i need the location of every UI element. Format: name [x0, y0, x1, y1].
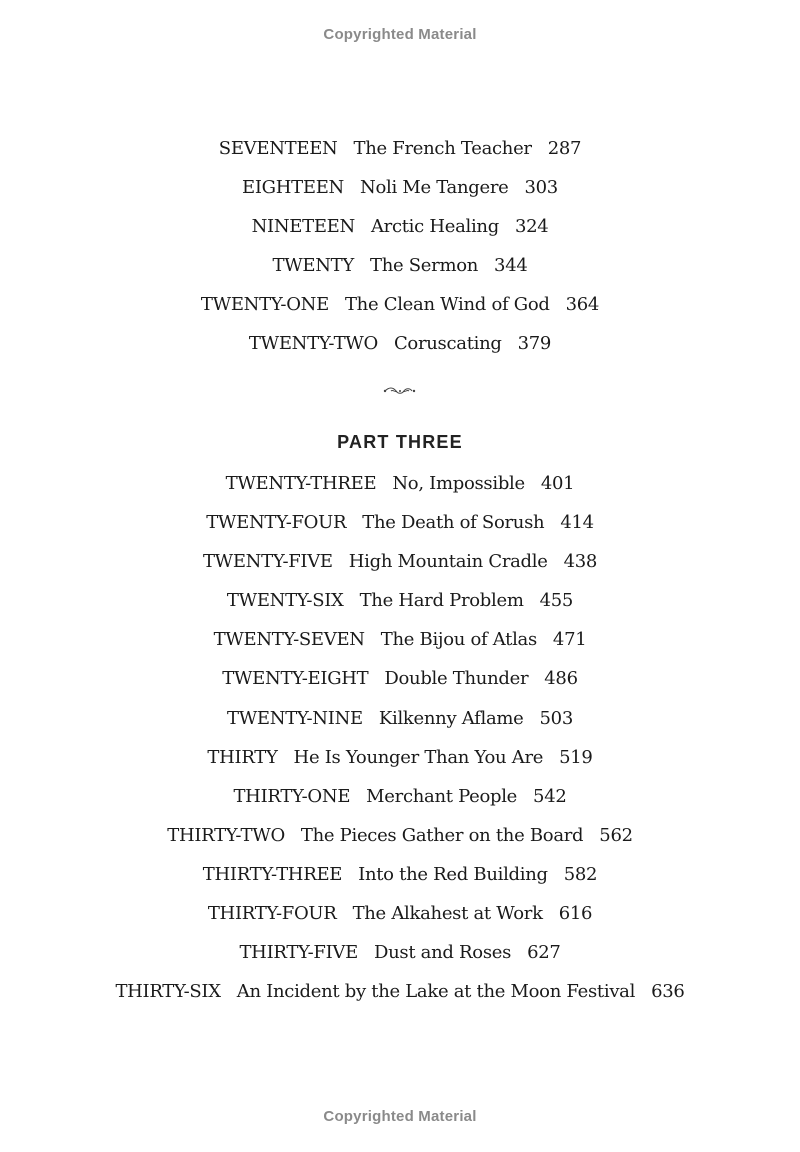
chapter-title: Dust and Roses — [373, 942, 512, 964]
page-number: 324 — [514, 216, 549, 238]
watermark-top: Copyrighted Material — [323, 26, 477, 43]
section-divider — [0, 384, 800, 402]
toc-entry[interactable] — [0, 542, 800, 581]
chapter-title: The Bijou of Atlas — [380, 629, 537, 651]
toc-entry[interactable] — [0, 285, 800, 324]
chapter-title: The French Teacher — [353, 138, 532, 159]
chapter-title: No, Impossible — [392, 473, 525, 494]
page-number: 562 — [599, 824, 633, 846]
page-number: 379 — [517, 333, 552, 355]
page-number: 303 — [524, 177, 558, 199]
page-number: 364 — [565, 294, 600, 316]
chapter-number: THIRTY-SIX — [115, 981, 221, 1003]
chapter-number: TWENTY-FIVE — [202, 551, 333, 573]
chapter-title: He Is Younger Than You Are — [293, 746, 544, 768]
toc-entry[interactable] — [0, 324, 800, 363]
chapter-title: The Pieces Gather on the Board — [300, 824, 584, 846]
toc-entry[interactable] — [0, 581, 800, 620]
chapter-number: THIRTY — [207, 746, 278, 768]
page-number: 616 — [558, 903, 593, 925]
chapter-title: Kilkenny Aflame — [378, 707, 524, 729]
chapter-number: TWENTY-SIX — [226, 590, 344, 612]
chapter-title: Into the Red Building — [358, 863, 548, 885]
page-number: 455 — [539, 590, 574, 612]
chapter-number: TWENTY — [272, 255, 354, 277]
page-number: 414 — [560, 512, 594, 534]
page-number: 636 — [651, 981, 685, 1003]
chapter-number: THIRTY-FIVE — [239, 942, 358, 964]
chapter-title: Merchant People — [366, 785, 518, 807]
chapter-number: SEVENTEEN — [218, 138, 338, 159]
page-number: 627 — [527, 942, 561, 964]
toc-list-part-two-continued — [0, 129, 800, 364]
toc-entry[interactable] — [0, 972, 800, 1011]
chapter-number: THIRTY-TWO — [167, 824, 285, 846]
chapter-title: Arctic Healing — [370, 216, 499, 238]
toc-entry[interactable] — [0, 246, 800, 285]
toc-entry[interactable] — [0, 129, 800, 168]
chapter-title: The Sermon — [369, 255, 479, 277]
page-number: 438 — [563, 551, 598, 573]
chapter-title: The Clean Wind of God — [344, 294, 550, 316]
toc-entry[interactable] — [0, 699, 800, 738]
chapter-title: An Incident by the Lake at the Moon Festival — [236, 981, 636, 1003]
page-number: 519 — [559, 746, 593, 768]
chapter-title: Double Thunder — [384, 668, 529, 690]
page-number: 401 — [540, 473, 575, 494]
toc-entry[interactable] — [0, 894, 800, 933]
toc-entry[interactable] — [0, 777, 800, 816]
toc-entry[interactable] — [0, 503, 800, 542]
toc-entry[interactable] — [0, 933, 800, 972]
chapter-title: Noli Me Tangere — [360, 177, 509, 199]
watermark-bottom: Copyrighted Material — [323, 1108, 477, 1125]
toc-entry[interactable] — [0, 738, 800, 777]
chapter-number: TWENTY-THREE — [225, 473, 377, 494]
page-number: 344 — [494, 255, 528, 277]
page-number: 582 — [563, 863, 598, 885]
chapter-number: TWENTY-SEVEN — [213, 629, 365, 651]
chapter-title: The Alkahest at Work — [352, 903, 543, 925]
chapter-title: Coruscating — [393, 333, 502, 355]
page-number: 503 — [539, 707, 573, 729]
toc-entry[interactable] — [0, 620, 800, 659]
chapter-number: TWENTY-NINE — [227, 707, 363, 729]
page-number: 287 — [547, 138, 582, 159]
toc-entry[interactable] — [0, 207, 800, 246]
chapter-number: EIGHTEEN — [242, 177, 344, 199]
chapter-number: THIRTY-FOUR — [207, 903, 337, 925]
chapter-title: The Hard Problem — [359, 590, 524, 612]
toc-entry[interactable] — [0, 464, 800, 503]
chapter-number: TWENTY-FOUR — [206, 512, 347, 534]
page-number: 486 — [544, 668, 578, 690]
chapter-number: THIRTY-ONE — [233, 785, 351, 807]
page-number: 471 — [552, 629, 587, 651]
chapter-number: NINETEEN — [251, 216, 355, 238]
toc-list-part-three — [0, 464, 800, 1011]
chapter-number: TWENTY-TWO — [248, 333, 378, 355]
toc-entry[interactable] — [0, 855, 800, 894]
toc-entry[interactable] — [0, 816, 800, 855]
chapter-title: The Death of Sorush — [362, 512, 545, 534]
part-title: PART THREE — [337, 432, 463, 452]
chapter-title: High Mountain Cradle — [348, 551, 548, 573]
chapter-number: THIRTY-THREE — [202, 863, 343, 885]
page-number: 542 — [533, 785, 567, 807]
toc-entry[interactable] — [0, 659, 800, 698]
chapter-number: TWENTY-EIGHT — [222, 668, 369, 690]
chapter-number: TWENTY-ONE — [200, 294, 329, 316]
toc-entry[interactable] — [0, 168, 800, 207]
flourish-ornament-icon — [383, 384, 417, 398]
